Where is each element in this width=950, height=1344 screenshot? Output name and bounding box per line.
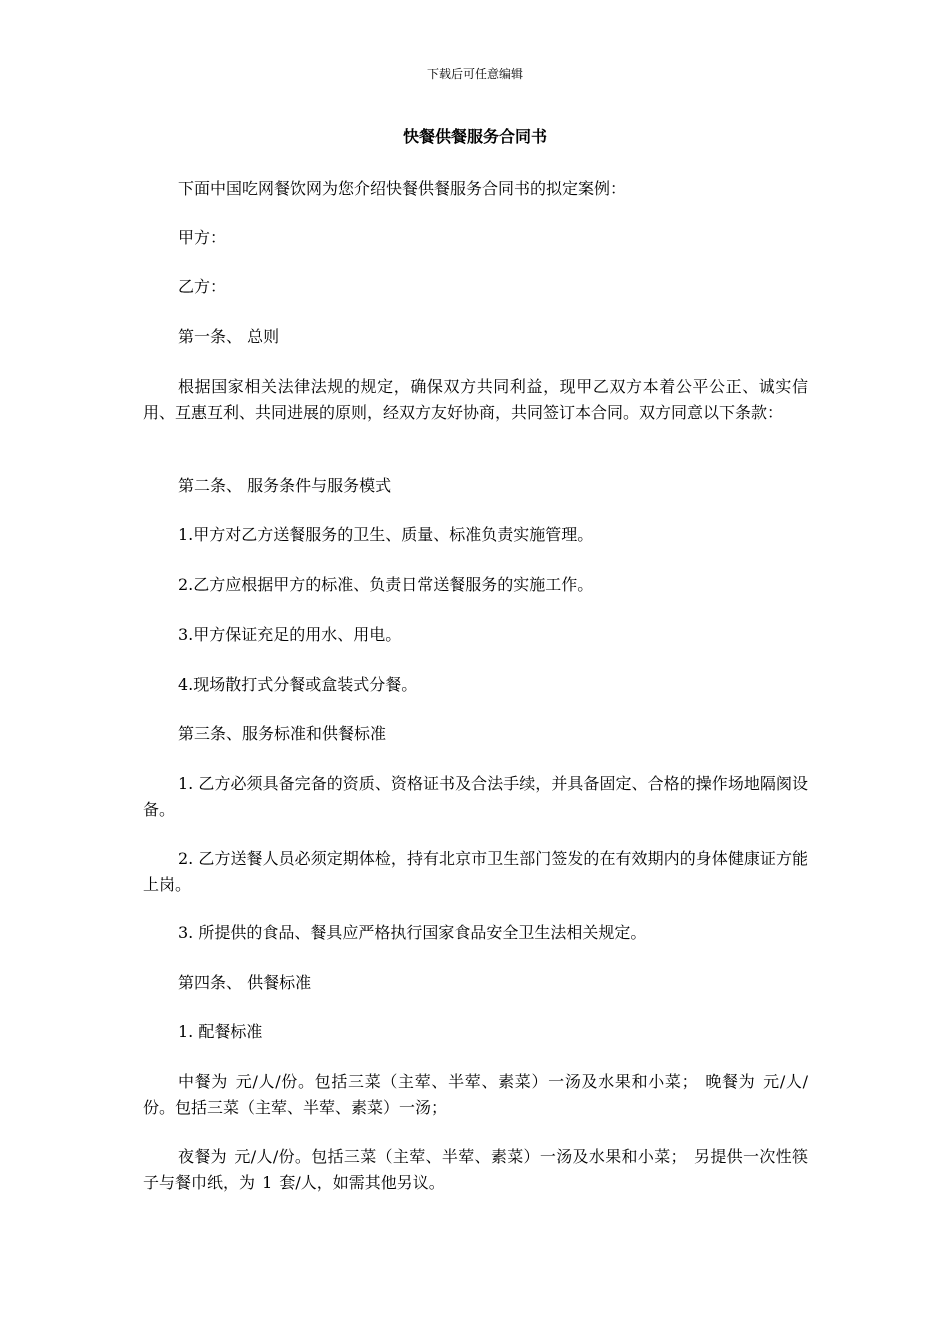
intro-paragraph: 下面中国吃网餐饮网为您介绍快餐供餐服务合同书的拟定案例：	[178, 179, 627, 198]
article-3-item-3: 3. 所提供的食品、餐具应严格执行国家食品安全卫生法相关规定。	[178, 923, 647, 942]
article-3-heading: 第三条、服务标准和供餐标准	[178, 724, 387, 743]
meal-standard-lunch-dinner: 中餐为 元/人/份。包括三菜（主荤、半荤、素菜）一汤及水果和小菜； 晚餐为 元/人/份。包括三菜（主荤、半荤、素菜）一汤；	[143, 1072, 808, 1117]
article-4-heading: 第四条、 供餐标准	[178, 973, 312, 992]
party-a-line: 甲方：	[178, 228, 227, 247]
document-title: 快餐供餐服务合同书	[402, 127, 547, 146]
meal-standard-night: 夜餐为 元/人/份。包括三菜（主荤、半荤、素菜）一汤及水果和小菜； 另提供一次性筷子与餐巾纸，为 1 套/人，如需其他另议。	[143, 1147, 808, 1192]
article-1-body: 根据国家相关法律法规的规定，确保双方共同利益，现甲乙双方本着公平公正、诚实信用、互惠互利、共同进展的原则，经双方友好协商，共同签订本合同。双方同意以下条款：	[143, 377, 808, 422]
header-note: 下载后可任意编辑	[426, 67, 523, 81]
article-3-item-1: 1. 乙方必须具备完备的资质、资格证书及合法手续，并具备固定、合格的操作场地隔阂设备。	[143, 774, 808, 819]
article-2-item-1: 1.甲方对乙方送餐服务的卫生、质量、标准负责实施管理。	[178, 525, 594, 544]
article-1-heading: 第一条、 总则	[178, 327, 280, 346]
article-2-item-3: 3.甲方保证充足的用水、用电。	[178, 625, 402, 644]
article-3-item-2: 2. 乙方送餐人员必须定期体检，持有北京市卫生部门签发的在有效期内的身体健康证方能上岗。	[143, 849, 808, 894]
article-4-item-1: 1. 配餐标准	[178, 1022, 263, 1041]
article-2-item-4: 4.现场散打式分餐或盒装式分餐。	[178, 675, 418, 694]
article-2-item-2: 2.乙方应根据甲方的标准、负责日常送餐服务的实施工作。	[178, 575, 594, 594]
article-2-heading: 第二条、 服务条件与服务模式	[178, 476, 392, 495]
party-b-line: 乙方：	[178, 277, 227, 296]
